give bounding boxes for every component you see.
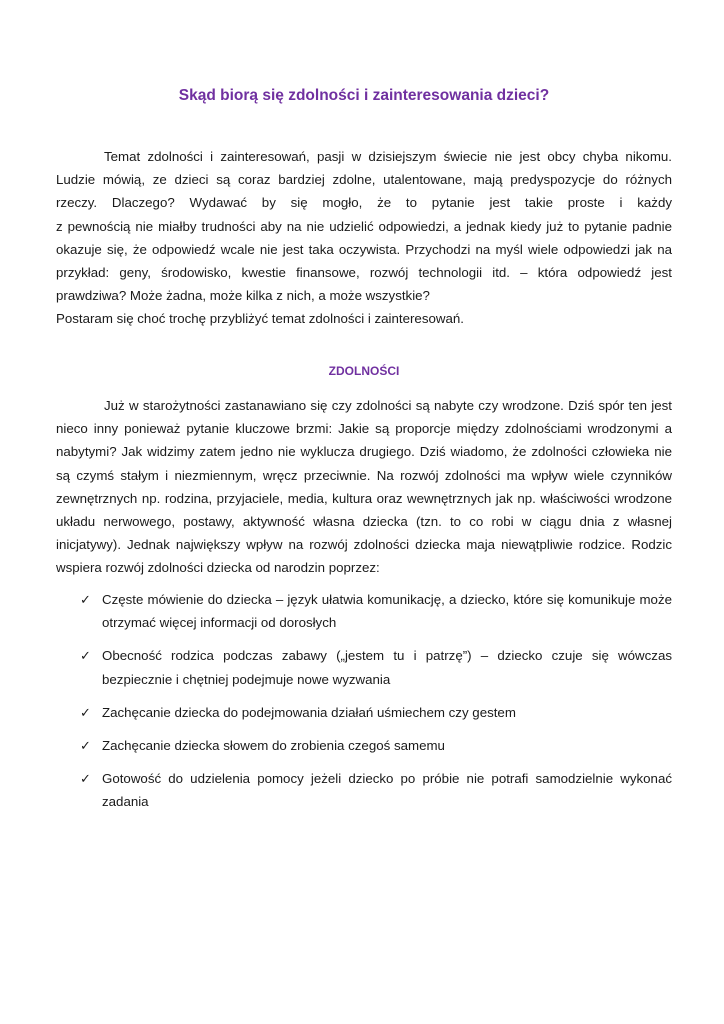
- intro-paragraph: [56, 145, 672, 331]
- list-item-text: Częste mówienie do dziecka – język ułatwia komunikację, a dziecko, które się komunikuje może otrzymać więcej informacji od dorosłych: [102, 592, 672, 631]
- section-line: nabytymi? Jak widzimy zatem jedno nie wyklucza drugiego. Dziś wiadomo, że zdolności człowieka nie: [56, 444, 672, 460]
- list-item: [56, 767, 672, 813]
- check-icon: ✓: [80, 738, 91, 754]
- intro-line: Postaram się choć trochę przybliżyć temat zdolności i zainteresowań.: [56, 311, 464, 327]
- section-line: wspiera rozwój zdolności dziecka od narodzin poprzez:: [56, 560, 380, 576]
- check-icon: ✓: [80, 592, 91, 607]
- section-paragraph: [56, 394, 672, 580]
- list-item: [56, 644, 672, 690]
- intro-line: okazuje się, że odpowiedź wcale nie jest taka oczywista. Przychodzi na myśl wiele odpowiedzi jak na: [56, 241, 672, 257]
- intro-line: przykład: geny, środowisko, kwestie finansowe, rozwój technologii itd. – która odpowiedź jest: [56, 265, 672, 281]
- support-list: [56, 588, 672, 824]
- list-item-text: Gotowość do udzielenia pomocy jeżeli dziecko po próbie nie potrafi samodzielnie wykonać zadania: [102, 771, 672, 810]
- section-line: nieco inny ponieważ pytanie kluczowe brzmi: Jakie są proporcje między zdolnościami wrodzonymi a: [56, 421, 672, 437]
- list-item: [56, 701, 672, 724]
- section-line: inicjatywy). Jednak największy wpływ na rozwój zdolności dziecka maja niewątpliwie rodzice. Rodzic: [56, 537, 672, 553]
- check-icon: ✓: [80, 648, 91, 664]
- intro-line: Ludzie mówią, ze dzieci są coraz bardziej zdolne, utalentowane, mają predyspozycje do różnych: [56, 172, 672, 188]
- check-icon: ✓: [80, 771, 91, 787]
- list-item: [56, 588, 672, 634]
- section-heading: ZDOLNOŚCI: [328, 364, 400, 378]
- intro-line: Temat zdolności i zainteresowań, pasji w dzisiejszym świecie nie jest obcy chyba nikomu.: [104, 149, 672, 164]
- section-line: są czymś stałym i niezmiennym, wręcz przeciwnie. Na rozwój zdolności ma wpływ wiele czynników: [56, 467, 672, 483]
- section-line: układu nerwowego, postawy, aktywność własna dziecka (tzn. to co robi w ciągu dnia z własnej: [56, 514, 672, 530]
- check-icon: ✓: [80, 704, 91, 720]
- list-item-text: Zachęcanie dziecka do podejmowania działań uśmiechem czy gestem: [102, 704, 516, 720]
- intro-line: rzeczy. Dlaczego? Wydawać by się mogło, że to pytanie jest takie proste i każdy: [56, 195, 672, 211]
- list-item-text: Zachęcanie dziecka słowem do zrobienia czegoś samemu: [102, 738, 445, 754]
- section-line: Już w starożytności zastanawiano się czy zdolności są nabyte czy wrodzone. Dziś spór ten jest: [104, 398, 672, 413]
- page-title: Skąd biorą się zdolności i zainteresowania dzieci?: [178, 87, 550, 104]
- section-line: zewnętrznych np. rodzina, przyjaciele, media, kultura oraz wewnętrznych jak np. właściwości wrodzone: [56, 490, 672, 506]
- list-item: [56, 734, 672, 757]
- list-item-text: Obecność rodzica podczas zabawy („jestem tu i patrzę”) – dziecko czuje się wówczas bezpiecznie i chętniej podejmuje nowe wyzwania: [102, 648, 672, 687]
- intro-line: prawdziwa? Może żadna, może kilka z nich, a może wszystkie?: [56, 288, 430, 304]
- intro-line: z pewnością nie miałby trudności aby na nie udzielić odpowiedzi, a jednak kiedy już to pytanie padnie: [56, 218, 672, 234]
